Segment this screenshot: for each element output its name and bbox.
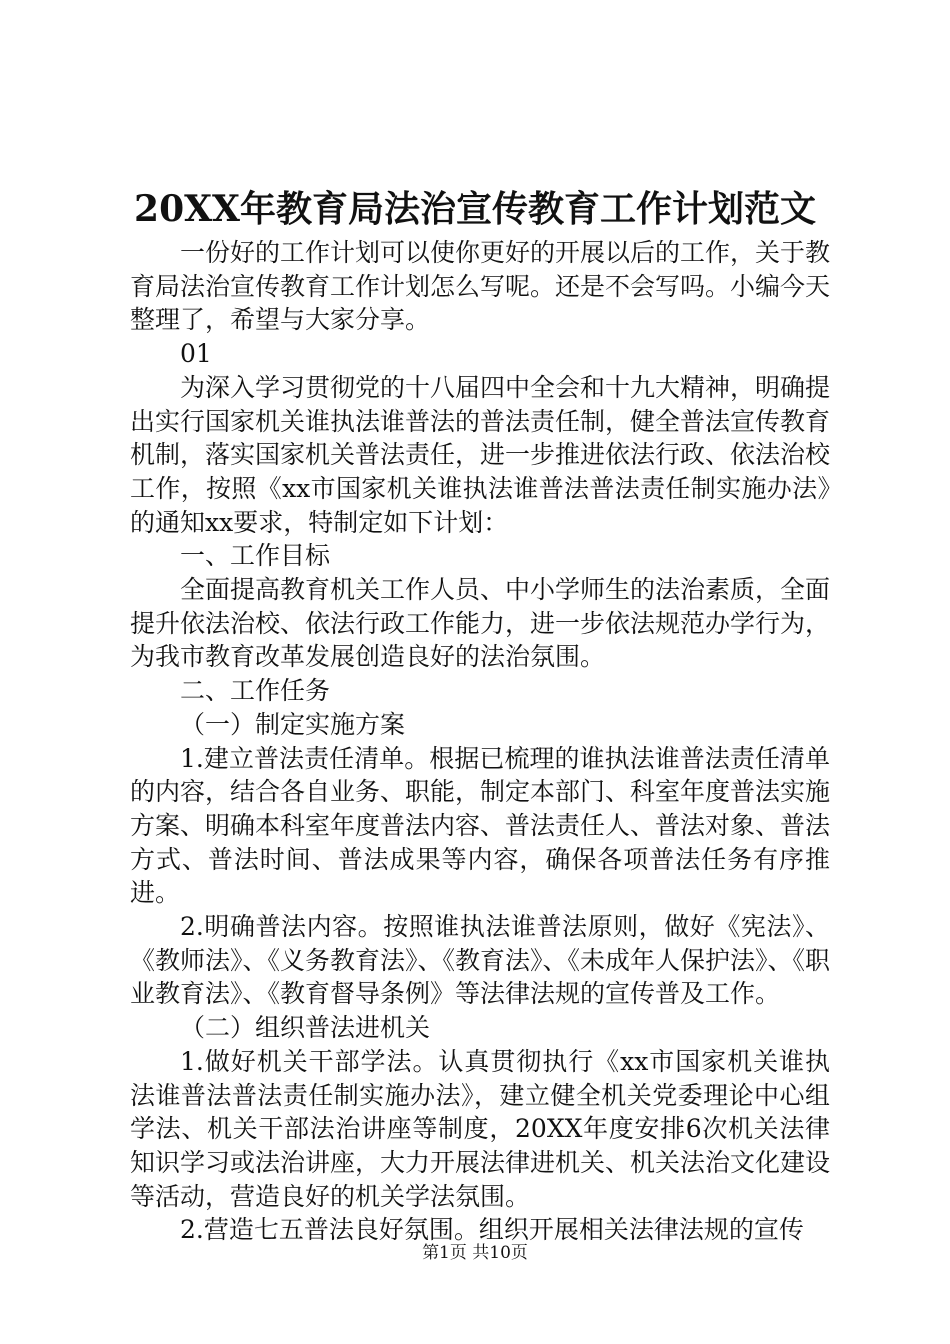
paragraph-task-1-1: 1.建立普法责任清单。根据已梳理的谁执法谁普法责任清单的内容，结合各自业务、职能，制定本部门、科室年度普法实施方案、明确本科室年度普法内容、普法责任人、普法对象、普法方式、普法时间、普法成果等内容，确保各项普法任务有序推进。 [130, 743, 831, 908]
heading-work-tasks: 二、工作任务 [180, 676, 331, 706]
document-body [130, 236, 830, 1247]
paragraph-purpose: 为深入学习贯彻党的十八届四中全会和十九大精神，明确提出实行国家机关谁执法谁普法的普法责任制，健全普法宣传教育机制，落实国家机关普法责任，进一步推进依法行政、依法治校工作，按照《xx市国家机关谁执法谁普法普法责任制实施办法》的通知xx要求，特制定如下计划： [130, 372, 831, 537]
paragraph-section-number: 01 [180, 339, 212, 369]
paragraph-intro: 一份好的工作计划可以使你更好的开展以后的工作，关于教育局法治宣传教育工作计划怎么写呢。还是不会写吗。小编今天整理了，希望与大家分享。 [130, 238, 831, 335]
subheading-implementation-plan: （一）制定实施方案 [180, 709, 406, 739]
paragraph-task-1-2: 2.明确普法内容。按照谁执法谁普法原则，做好《宪法》、《教师法》、《义务教育法》、《教育法》、《未成年人保护法》、《职业教育法》、《教育督导条例》等法律法规的宣传普及工作。 [130, 912, 831, 1009]
subheading-law-into-agencies: （二）组织普法进机关 [180, 1013, 431, 1043]
paragraph-work-goal: 全面提高教育机关工作人员、中小学师生的法治素质，全面提升依法治校、依法行政工作能力，进一步依法规范办学行为，为我市教育改革发展创造良好的法治氛围。 [130, 575, 831, 672]
paragraph-task-2-1: 1.做好机关干部学法。认真贯彻执行《xx市国家机关谁执法谁普法普法责任制实施办法》，建立健全机关党委理论中心组学法、机关干部法治讲座等制度，20XX年度安排6次机关法律知识学习或法治讲座，大力开展法律进机关、机关法治文化建设等活动，营造良好的机关学法氛围。 [130, 1046, 831, 1211]
heading-work-goal: 一、工作目标 [180, 541, 331, 571]
document-title: 20XX年教育局法治宣传教育工作计划范文 [134, 188, 816, 230]
paragraph-task-2-2: 2.营造七五普法良好氛围。组织开展相关法律法规的宣传 [180, 1215, 804, 1245]
page-footer: 第1页 共10页 [422, 1243, 528, 1263]
